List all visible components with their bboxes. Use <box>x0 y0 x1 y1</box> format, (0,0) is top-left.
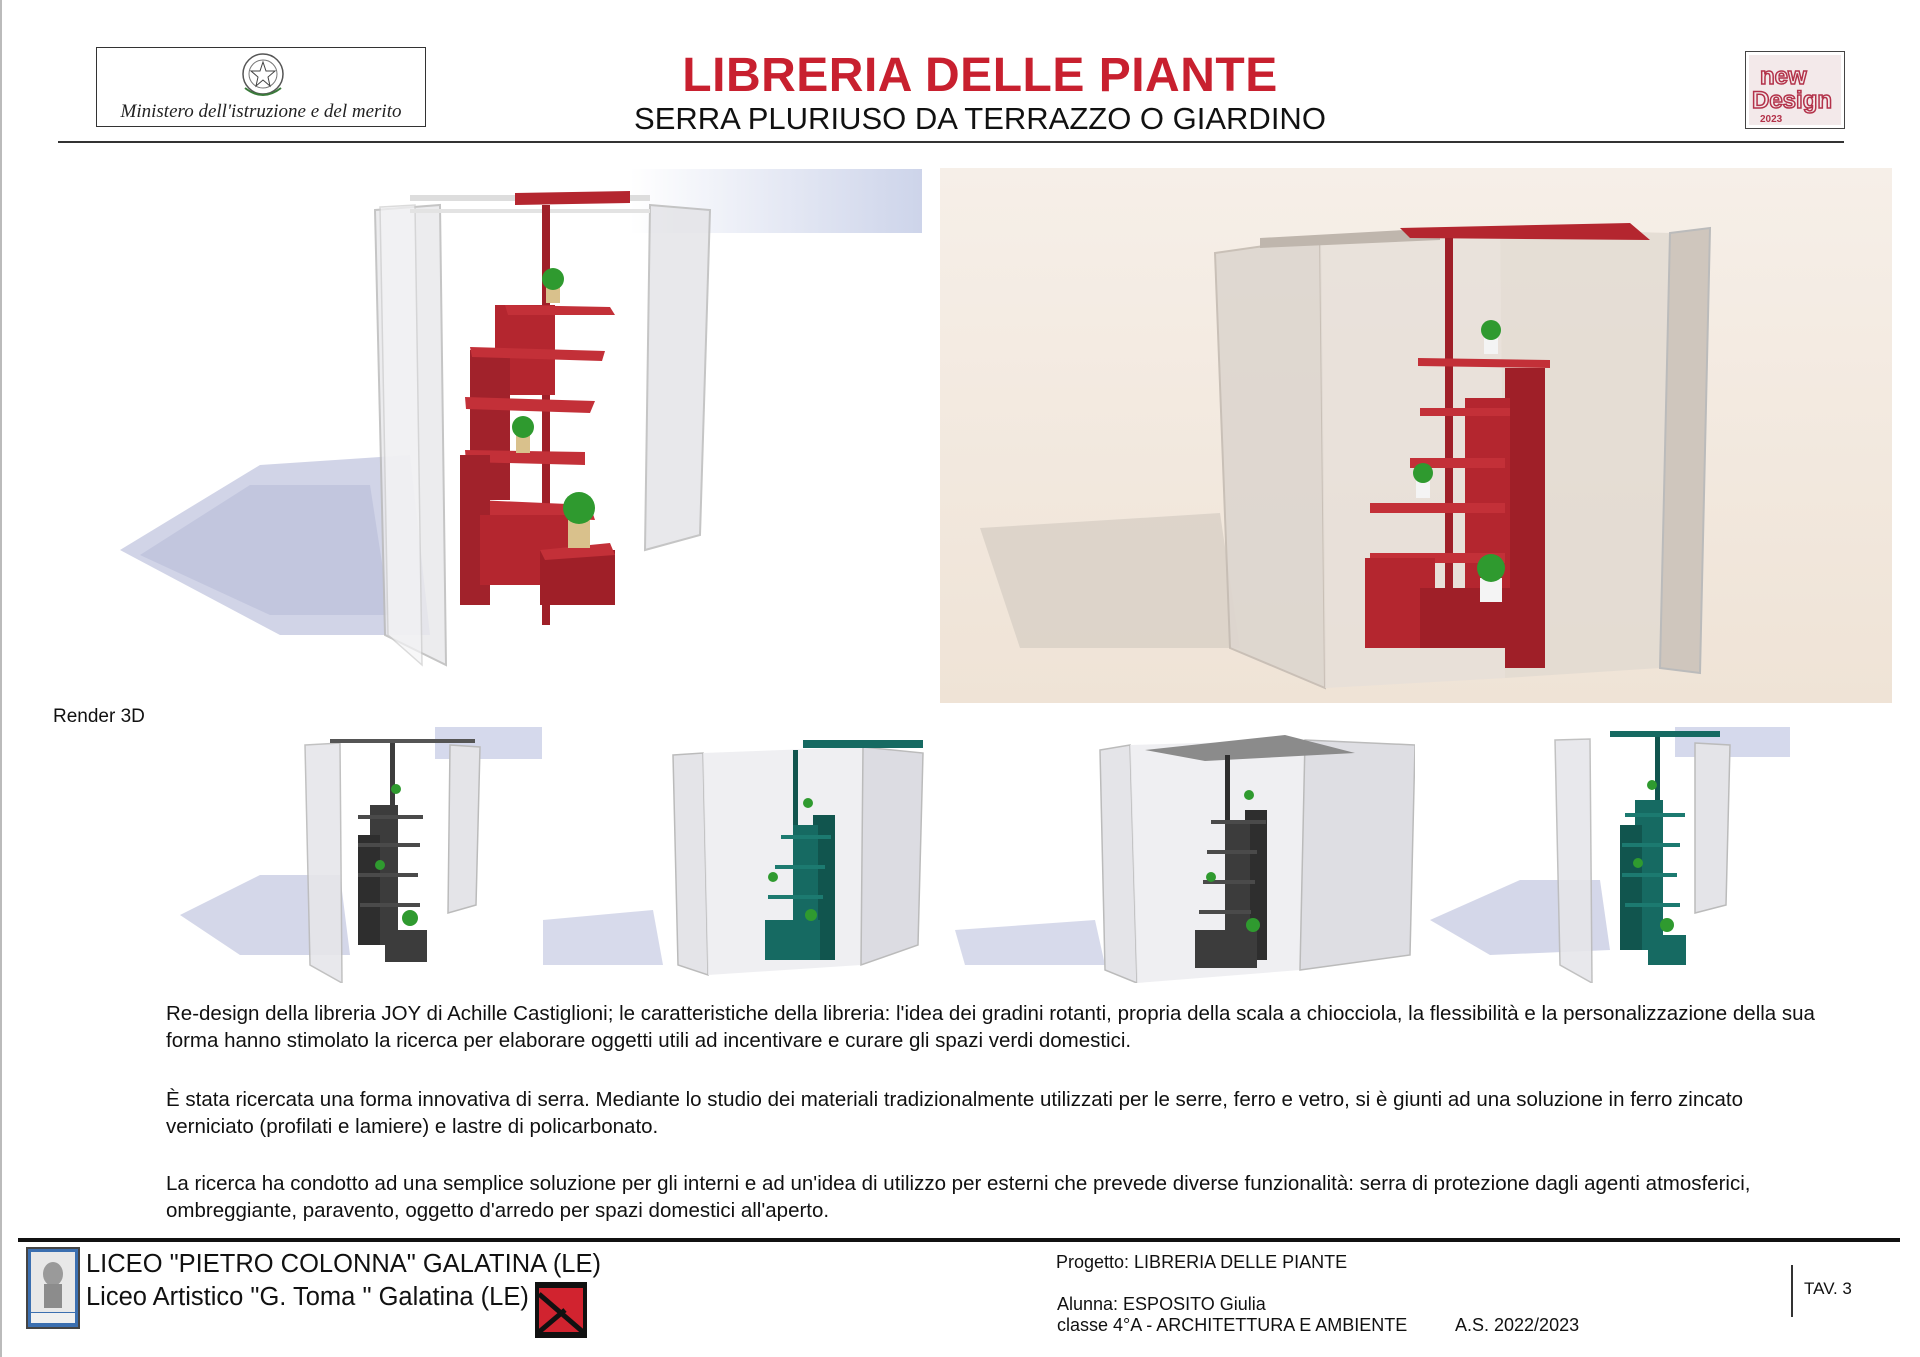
description-paragraph-2: È stata ricercata una forma innovativa di serra. Mediante lo studio dei materiali tradizionalmente utilizzati per le serre, ferro e vetro, si è giunti ad una soluzione in ferro zincato verniciato (profilati e lamiere) e lastre di policarbonato. <box>166 1088 1744 1138</box>
logo-line2: Design <box>1752 87 1833 114</box>
render-teal-open <box>1430 725 1790 983</box>
render-section-label: Render 3D <box>53 706 145 727</box>
sheet-divider <box>1791 1265 1793 1317</box>
new-design-logo <box>1745 51 1845 129</box>
render-red-closed <box>940 168 1892 703</box>
logo-line1: new <box>1760 63 1807 90</box>
ministry-logo-box <box>96 47 426 127</box>
republic-emblem-icon <box>239 50 287 102</box>
student-name: Alunna: ESPOSITO Giulia <box>1057 1294 1266 1314</box>
footer-divider <box>18 1238 1900 1242</box>
liceo-toma-logo-icon <box>535 1282 587 1338</box>
sheet-number: TAV. 3 <box>1804 1279 1852 1298</box>
school-name-line1: LICEO "PIETRO COLONNA" GALATINA (LE) <box>86 1250 601 1278</box>
school-name-line2: Liceo Artistico "G. Toma " Galatina (LE) <box>86 1283 529 1311</box>
render-grey-open <box>180 725 542 983</box>
ministry-name: Ministero dell'istruzione e del merito <box>120 101 402 122</box>
description-paragraph-3: La ricerca ha condotto ad una semplice soluzione per gli interni e ad un'idea di utilizzo per esterni che prevede diverse funzionalità: serra di protezione dagli agenti atmosferici, ombreggiante, paravento, oggetto d'arredo per spazi domestici all'aperto. <box>166 1172 1751 1222</box>
school-crest-icon <box>26 1247 80 1329</box>
project-title: Progetto: LIBRERIA DELLE PIANTE <box>1056 1252 1348 1272</box>
description-paragraph-1: Re-design della libreria JOY di Achille Castiglioni; le caratteristiche della libreria: l'idea dei gradini rotanti, propria della scala a chiocciola, la flessibilità e la personalizzazione della sua forma hanno stimolato la ricerca per elaborare oggetti utili ad incentivare e curare gli spazi verdi domestici. <box>166 1002 1815 1052</box>
header-divider <box>58 141 1844 143</box>
render-red-open <box>110 165 922 685</box>
page-subtitle: SERRA PLURIUSO DA TERRAZZO O GIARDINO <box>634 101 1326 136</box>
logo-year: 2023 <box>1760 114 1783 125</box>
class-info: classe 4°A - ARCHITETTURA E AMBIENTE <box>1057 1315 1408 1335</box>
render-grey-closed <box>955 725 1415 983</box>
new-design-logo-mark <box>1746 52 1844 128</box>
render-teal-closed <box>543 725 946 983</box>
school-year: A.S. 2022/2023 <box>1455 1315 1580 1335</box>
page-title: LIBRERIA DELLE PIANTE <box>682 49 1278 102</box>
page-left-edge <box>0 0 2 1357</box>
